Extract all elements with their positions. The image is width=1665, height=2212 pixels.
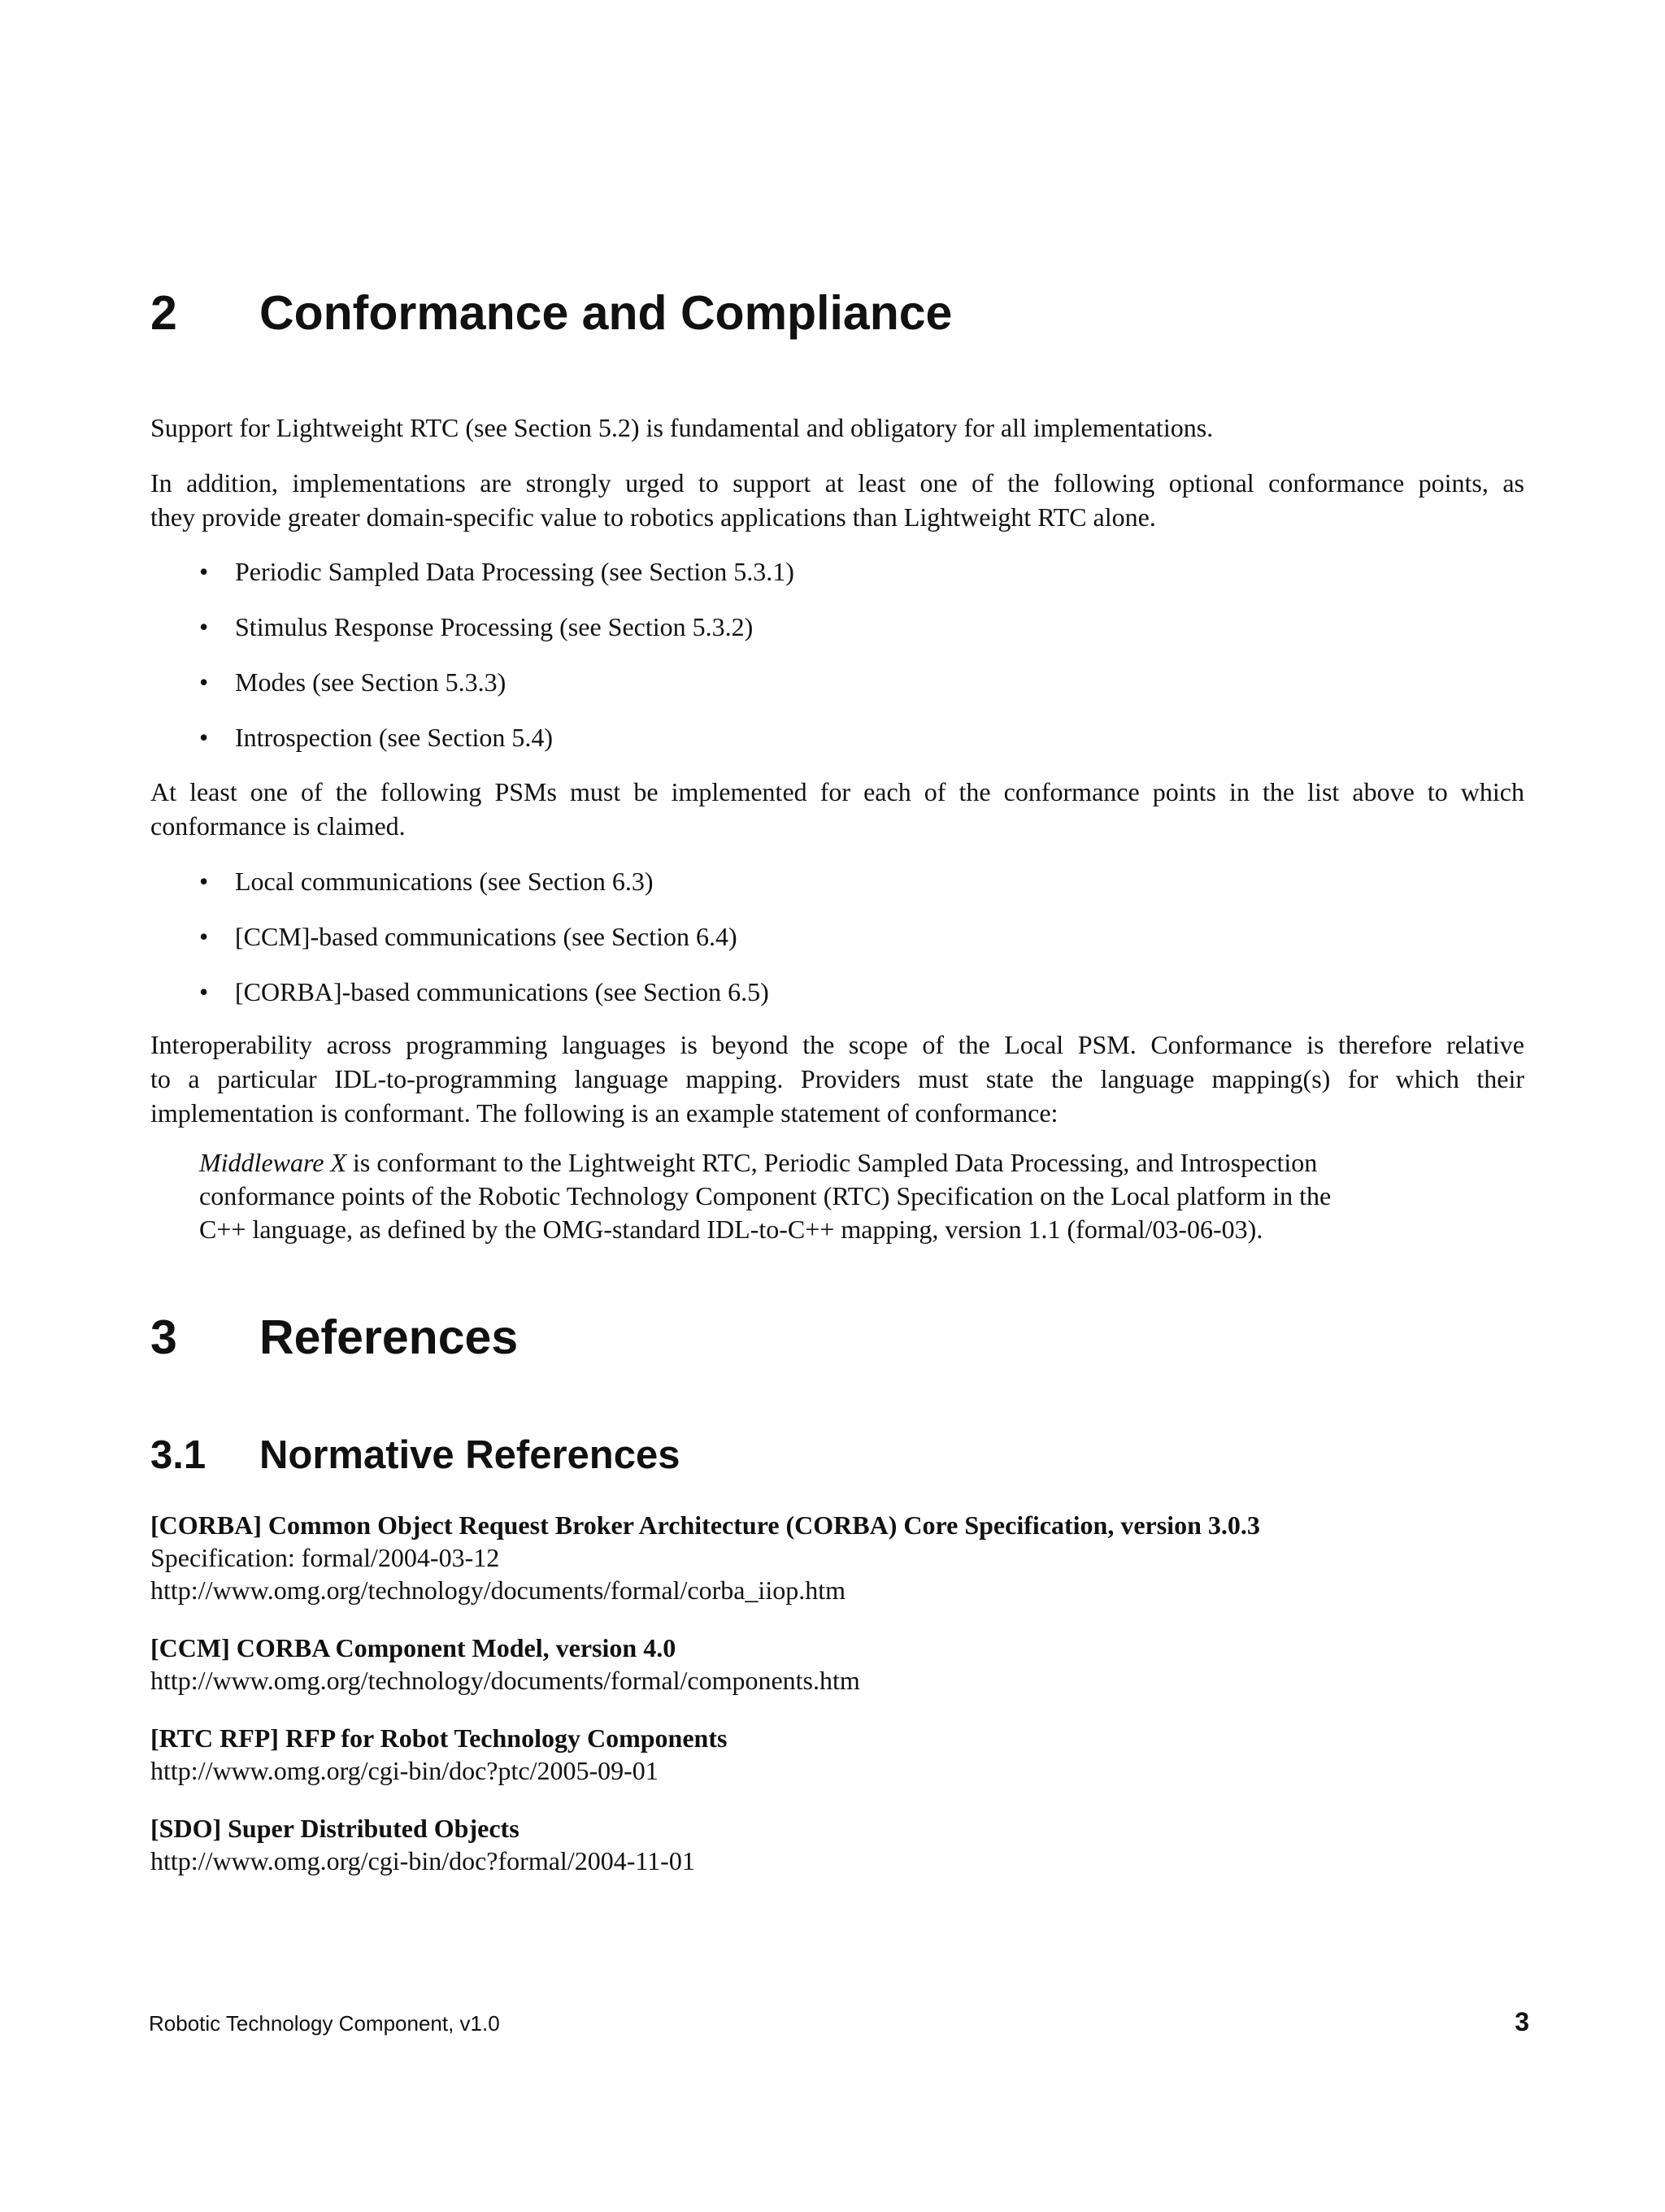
section-3-1-number: 3.1 xyxy=(150,1433,206,1477)
list-item-psm xyxy=(199,919,737,954)
list-item-text: Local communications (see Section 6.3) xyxy=(235,867,654,896)
paragraph-line: they provide greater domain-specific value to robotics applications than Lightweight RTC alone. xyxy=(150,502,1156,532)
example-line xyxy=(199,1146,1331,1180)
reference-title: [RTC RFP] RFP for Robot Technology Components xyxy=(150,1723,728,1753)
section-2-title: Conformance and Compliance xyxy=(259,286,953,340)
section-3-1-heading xyxy=(150,1431,680,1480)
list-item-text: Introspection (see Section 5.4) xyxy=(235,723,553,752)
list-item-text: [CORBA]-based communications (see Section 6.5) xyxy=(235,977,769,1006)
section-2-number: 2 xyxy=(150,286,177,340)
list-item-conformance-point xyxy=(199,610,753,644)
list-item-text: Stimulus Response Processing (see Section 5.3.2) xyxy=(235,612,754,641)
bullet-icon: • xyxy=(199,723,209,752)
paragraph-line: In addition, implementations are strongly urged to support at least one of the following optional conformance points, as xyxy=(150,468,1524,498)
reference-entry-sdo xyxy=(150,1812,695,1877)
bullet-icon: • xyxy=(199,922,209,951)
paragraph-optional-conformance xyxy=(150,466,1524,534)
bullet-icon: • xyxy=(199,667,209,697)
footer-document-title: Robotic Technology Component, v1.0 xyxy=(149,2011,500,2036)
paragraph-line: At least one of the following PSMs must be implemented for each of the conformance points in the list above to which xyxy=(150,777,1524,806)
example-line-rest: is conformant to the Lightweight RTC, Periodic Sampled Data Processing, and Introspection xyxy=(346,1148,1318,1177)
paragraph-obligatory-support-text: Support for Lightweight RTC (see Section 5.2) is fundamental and obligatory for all implementations. xyxy=(150,413,1214,442)
section-3-heading xyxy=(150,1309,518,1366)
paragraph-obligatory-support xyxy=(150,411,1524,445)
paragraph-line: Interoperability across programming languages is beyond the scope of the Local PSM. Conformance is therefore relative xyxy=(150,1030,1524,1059)
reference-entry-corba xyxy=(150,1509,1260,1606)
reference-title: [CCM] CORBA Component Model, version 4.0 xyxy=(150,1633,676,1662)
reference-line: Specification: formal/2004-03-12 xyxy=(150,1543,500,1572)
list-item-text: [CCM]-based communications (see Section 6.4) xyxy=(235,922,737,951)
reference-entry-ccm xyxy=(150,1632,860,1697)
bullet-icon: • xyxy=(199,977,209,1006)
paragraph-line: implementation is conformant. The following is an example statement of conformance: xyxy=(150,1098,1059,1128)
reference-link[interactable]: http://www.omg.org/technology/documents/formal/components.htm xyxy=(150,1666,860,1695)
bullet-icon: • xyxy=(199,867,209,896)
list-item-conformance-point xyxy=(199,554,794,589)
section-3-number: 3 xyxy=(150,1310,177,1364)
list-item-conformance-point xyxy=(199,665,506,699)
list-item-psm xyxy=(199,975,769,1009)
example-line: conformance points of the Robotic Technology Component (RTC) Specification on the Local platform in the xyxy=(199,1181,1332,1210)
bullet-icon: • xyxy=(199,612,209,641)
footer-page-number: 3 xyxy=(1515,2007,1529,2036)
list-item-psm xyxy=(199,864,654,898)
list-item-text: Modes (see Section 5.3.3) xyxy=(235,667,506,697)
example-conformance-statement xyxy=(199,1146,1331,1246)
list-item-conformance-point xyxy=(199,720,553,754)
bullet-icon: • xyxy=(199,557,209,586)
reference-title: [SDO] Super Distributed Objects xyxy=(150,1814,519,1843)
reference-link[interactable]: http://www.omg.org/cgi-bin/doc?ptc/2005-09-01 xyxy=(150,1756,659,1785)
reference-entry-rtc-rfp xyxy=(150,1722,727,1787)
example-middleware-name: Middleware X xyxy=(199,1148,346,1177)
section-3-title: References xyxy=(259,1310,519,1364)
paragraph-interoperability xyxy=(150,1028,1524,1130)
example-line: C++ language, as defined by the OMG-standard IDL-to-C++ mapping, version 1.1 (formal/03-06-03). xyxy=(199,1215,1263,1244)
reference-title: [CORBA] Common Object Request Broker Architecture (CORBA) Core Specification, version 3.0.3 xyxy=(150,1510,1260,1540)
reference-link[interactable]: http://www.omg.org/technology/documents/formal/corba_iiop.htm xyxy=(150,1575,846,1605)
list-item-text: Periodic Sampled Data Processing (see Section 5.3.1) xyxy=(235,557,794,586)
paragraph-line: conformance is claimed. xyxy=(150,811,406,841)
reference-link[interactable]: http://www.omg.org/cgi-bin/doc?formal/2004-11-01 xyxy=(150,1846,695,1875)
paragraph-line: to a particular IDL-to-programming language mapping. Providers must state the language mapping(s) for which their xyxy=(150,1064,1524,1093)
paragraph-psm-requirement xyxy=(150,775,1524,843)
section-2-heading xyxy=(150,285,952,341)
section-3-1-title: Normative References xyxy=(259,1433,680,1477)
